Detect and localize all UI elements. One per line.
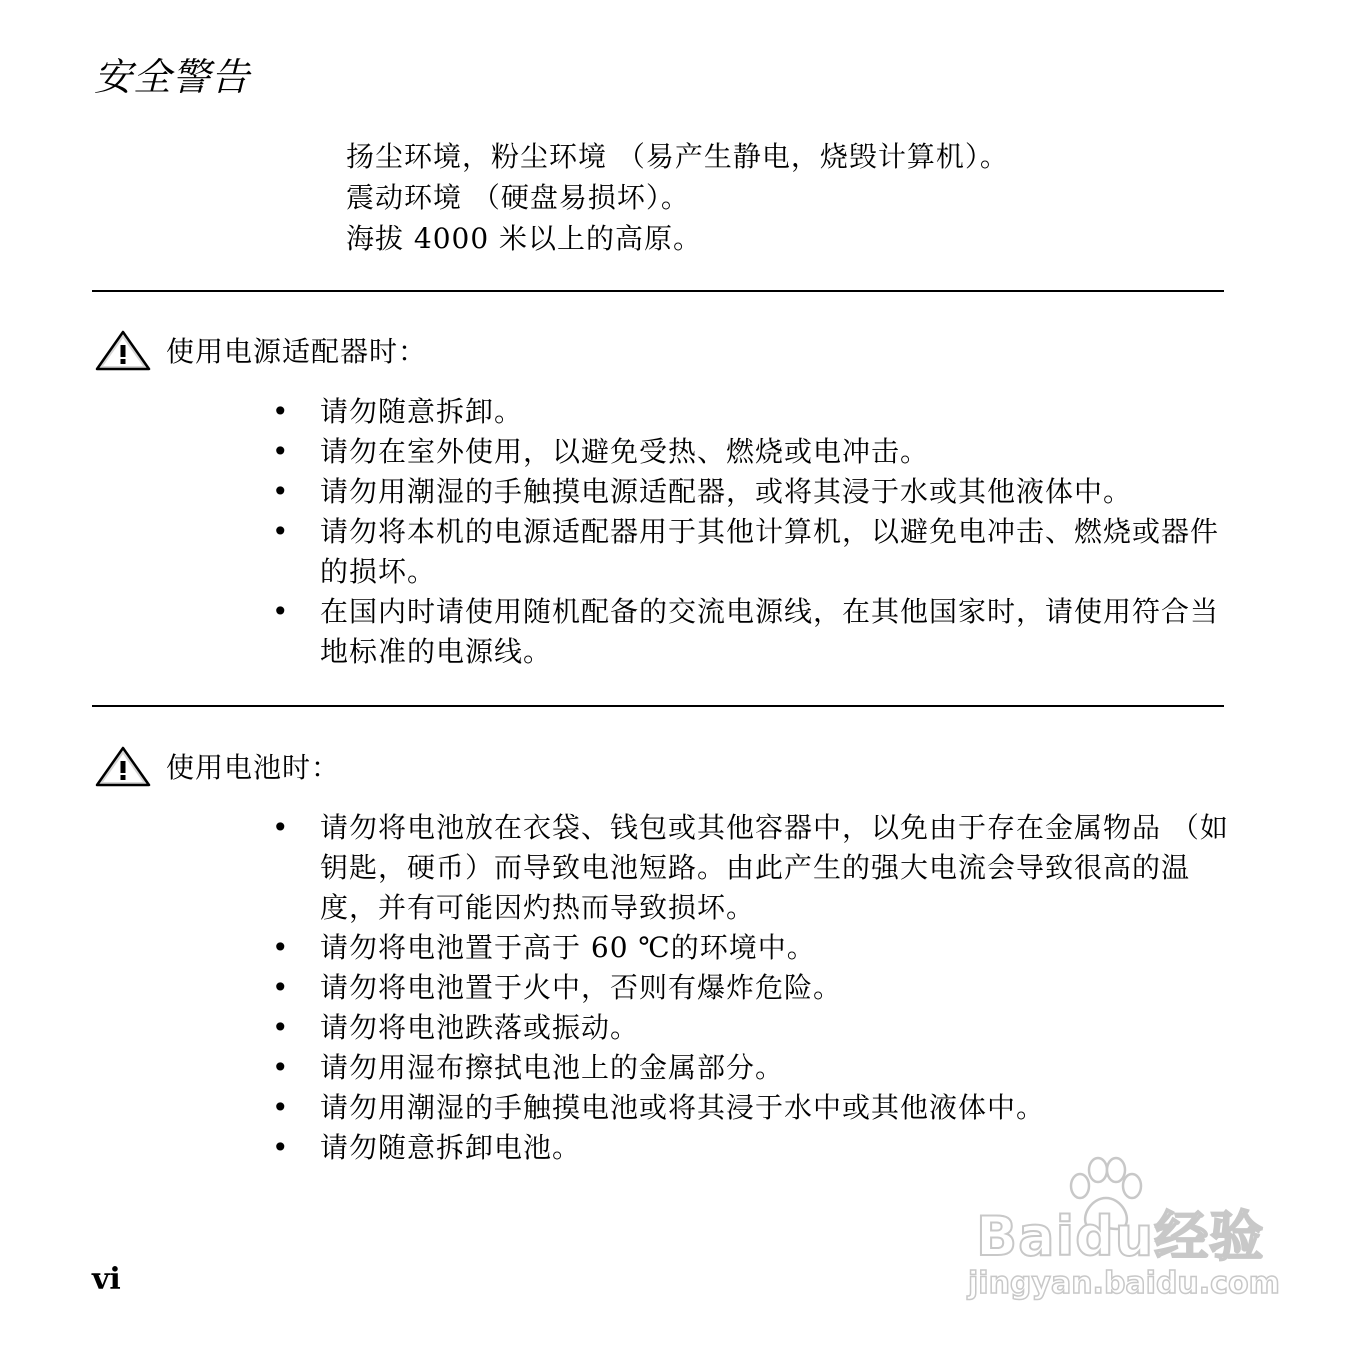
watermark-brand: Baidu经验 bbox=[976, 1205, 1265, 1268]
list-item bbox=[270, 928, 1230, 968]
list-item bbox=[270, 592, 1230, 672]
list-item bbox=[270, 392, 1230, 432]
intro-line: 扬尘环境，粉尘环境 （易产生静电，烧毁计算机）。 bbox=[346, 140, 1009, 173]
list-item-text: • 请勿将电池置于火中，否则有爆炸危险。 bbox=[320, 971, 843, 1004]
baidu-watermark bbox=[962, 1156, 1282, 1316]
warning-triangle-icon bbox=[94, 745, 152, 787]
list-item bbox=[270, 432, 1230, 472]
battery-warning-list bbox=[270, 808, 1230, 1168]
list-item-text: • 请勿将本机的电源适配器用于其他计算机，以避免电冲击、燃烧或器件的损坏。 bbox=[320, 515, 1220, 588]
list-item-text: • 请勿将电池放在衣袋、钱包或其他容器中，以免由于存在金属物品 （如钥匙，硬币）而导致电池短路。由此产生的强大电流会导致很高的温度，并有可能因灼热而导致损坏。 bbox=[320, 811, 1229, 924]
intro-paragraph bbox=[346, 136, 1009, 259]
list-item-text: • 在国内时请使用随机配备的交流电源线，在其他国家时，请使用符合当地标准的电源线。 bbox=[320, 595, 1220, 668]
list-item bbox=[270, 808, 1230, 928]
list-item bbox=[270, 968, 1230, 1008]
section-title: 使用电池时： bbox=[166, 751, 341, 784]
list-item-text: • 请勿用湿布擦拭电池上的金属部分。 bbox=[320, 1051, 785, 1084]
list-item-text: • 请勿用潮湿的手触摸电池或将其浸于水中或其他液体中。 bbox=[320, 1091, 1046, 1124]
page-title: 安全警告 bbox=[94, 55, 251, 99]
section-header-adapter bbox=[94, 326, 427, 374]
list-item bbox=[270, 1088, 1230, 1128]
list-item-text: • 请勿在室外使用，以避免受热、燃烧或电冲击。 bbox=[320, 435, 930, 468]
list-item-text: • 请勿随意拆卸。 bbox=[320, 395, 524, 428]
list-item-text: • 请勿将电池置于高于 60 ℃的环境中。 bbox=[320, 931, 816, 964]
adapter-warning-list bbox=[270, 392, 1230, 672]
list-item-text: • 请勿用潮湿的手触摸电源适配器，或将其浸于水或其他液体中。 bbox=[320, 475, 1133, 508]
intro-line: 震动环境 （硬盘易损坏）。 bbox=[346, 181, 690, 214]
section-divider bbox=[92, 705, 1224, 707]
list-item bbox=[270, 512, 1230, 592]
warning-triangle-icon bbox=[94, 329, 152, 371]
list-item-text: • 请勿将电池跌落或振动。 bbox=[320, 1011, 640, 1044]
list-item bbox=[270, 1008, 1230, 1048]
section-title: 使用电源适配器时： bbox=[166, 335, 428, 368]
list-item bbox=[270, 472, 1230, 512]
section-header-battery bbox=[94, 742, 340, 790]
list-item bbox=[270, 1048, 1230, 1088]
list-item-text: • 请勿随意拆卸电池。 bbox=[320, 1131, 582, 1164]
watermark-url: jingyan.baidu.com bbox=[968, 1266, 1280, 1301]
intro-line: 海拔 4000 米以上的高原。 bbox=[346, 222, 703, 255]
page-number: vi bbox=[92, 1262, 121, 1297]
section-divider bbox=[92, 290, 1224, 292]
